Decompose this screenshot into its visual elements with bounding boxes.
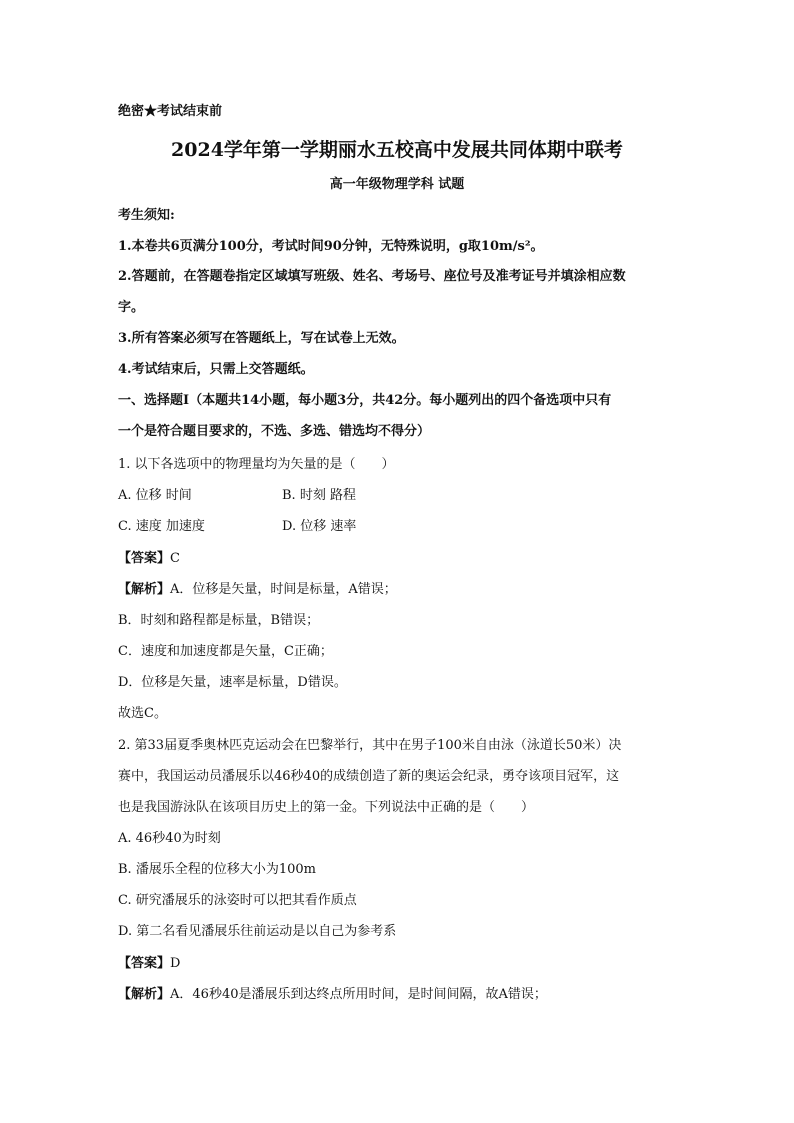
q1-analysis-a-line	[118, 581, 397, 599]
section-heading-line1: 一、选择题Ⅰ（本题共14小题，每小题3分，共42分。每小题列出的四个备选项中只有	[118, 393, 612, 408]
q2-option-d: D. 第二名看见潘展乐往前运动是以自己为参考系	[118, 924, 397, 939]
q2-analysis-a: A．46秒40是潘展乐到达终点所用时间，是时间间隔，故A错误；	[170, 987, 547, 1002]
q1-option-d: D. 位移 速率	[282, 519, 357, 534]
q1-answer: C	[170, 551, 180, 566]
q1-option-b: B. 时刻 路程	[282, 488, 356, 503]
q2-option-a: A. 46秒40为时刻	[118, 831, 221, 846]
section-heading-line2: 一个是符合题目要求的，不选、多选、错选均不得分）	[118, 424, 431, 439]
notice-item-4: 4.考试结束后，只需上交答题纸。	[118, 362, 314, 377]
q1-analysis-tag: 【解析】	[118, 582, 171, 597]
exam-title: 2024学年第一学期丽水五校高中发展共同体期中联考	[171, 139, 623, 161]
notice-item-1: 1.本卷共6页满分100分，考试时间90分钟，无特殊说明，g取10m/s²。	[118, 239, 544, 254]
q1-analysis-a: A．位移是矢量，时间是标量，A错误；	[170, 582, 397, 597]
q2-analysis-a-line	[118, 986, 547, 1004]
q1-analysis-d: D．位移是矢量，速率是标量，D错误。	[118, 675, 347, 690]
q1-option-a: A. 位移 时间	[118, 488, 192, 503]
notice-item-2-line2: 字。	[118, 300, 145, 315]
q1-stem: 1. 以下各选项中的物理量均为矢量的是（ ）	[118, 457, 395, 472]
q2-analysis-tag: 【解析】	[118, 987, 171, 1002]
notice-item-2-line1: 2.答题前，在答题卷指定区域填写班级、姓名、考场号、座位号及准考证号并填涂相应数	[118, 269, 626, 284]
q2-answer-line	[118, 955, 180, 973]
notice-heading: 考生须知:	[118, 208, 175, 223]
q1-answer-tag: 【答案】	[118, 551, 171, 566]
notice-item-3: 3.所有答案必须写在答题纸上，写在试卷上无效。	[118, 331, 405, 346]
q1-answer-line	[118, 550, 180, 568]
q2-stem-line1: 2. 第33届夏季奥林匹克运动会在巴黎举行，其中在男子100米自由泳（泳道长50米）决	[118, 738, 622, 753]
q1-analysis-b: B．时刻和路程都是标量，B错误；	[118, 613, 320, 628]
q2-option-b: B. 潘展乐全程的位移大小为100m	[118, 862, 316, 877]
q2-stem-line2: 赛中，我国运动员潘展乐以46秒40的成绩创造了新的奥运会纪录，勇夺该项目冠军，这	[118, 769, 620, 784]
q2-answer-tag: 【答案】	[118, 956, 171, 971]
q1-option-c: C. 速度 加速度	[118, 519, 205, 534]
q1-analysis-c: C．速度和加速度都是矢量，C正确；	[118, 644, 333, 659]
q2-stem-line3: 也是我国游泳队在该项目历史上的第一金。下列说法中正确的是（ ）	[118, 800, 535, 815]
q2-answer: D	[170, 956, 181, 971]
q2-option-c: C. 研究潘展乐的泳姿时可以把其看作质点	[118, 893, 357, 908]
q1-conclusion: 故选C。	[118, 706, 167, 721]
secret-mark: 绝密★考试结束前	[118, 104, 223, 119]
exam-subtitle: 高一年级物理学科 试题	[329, 177, 465, 192]
